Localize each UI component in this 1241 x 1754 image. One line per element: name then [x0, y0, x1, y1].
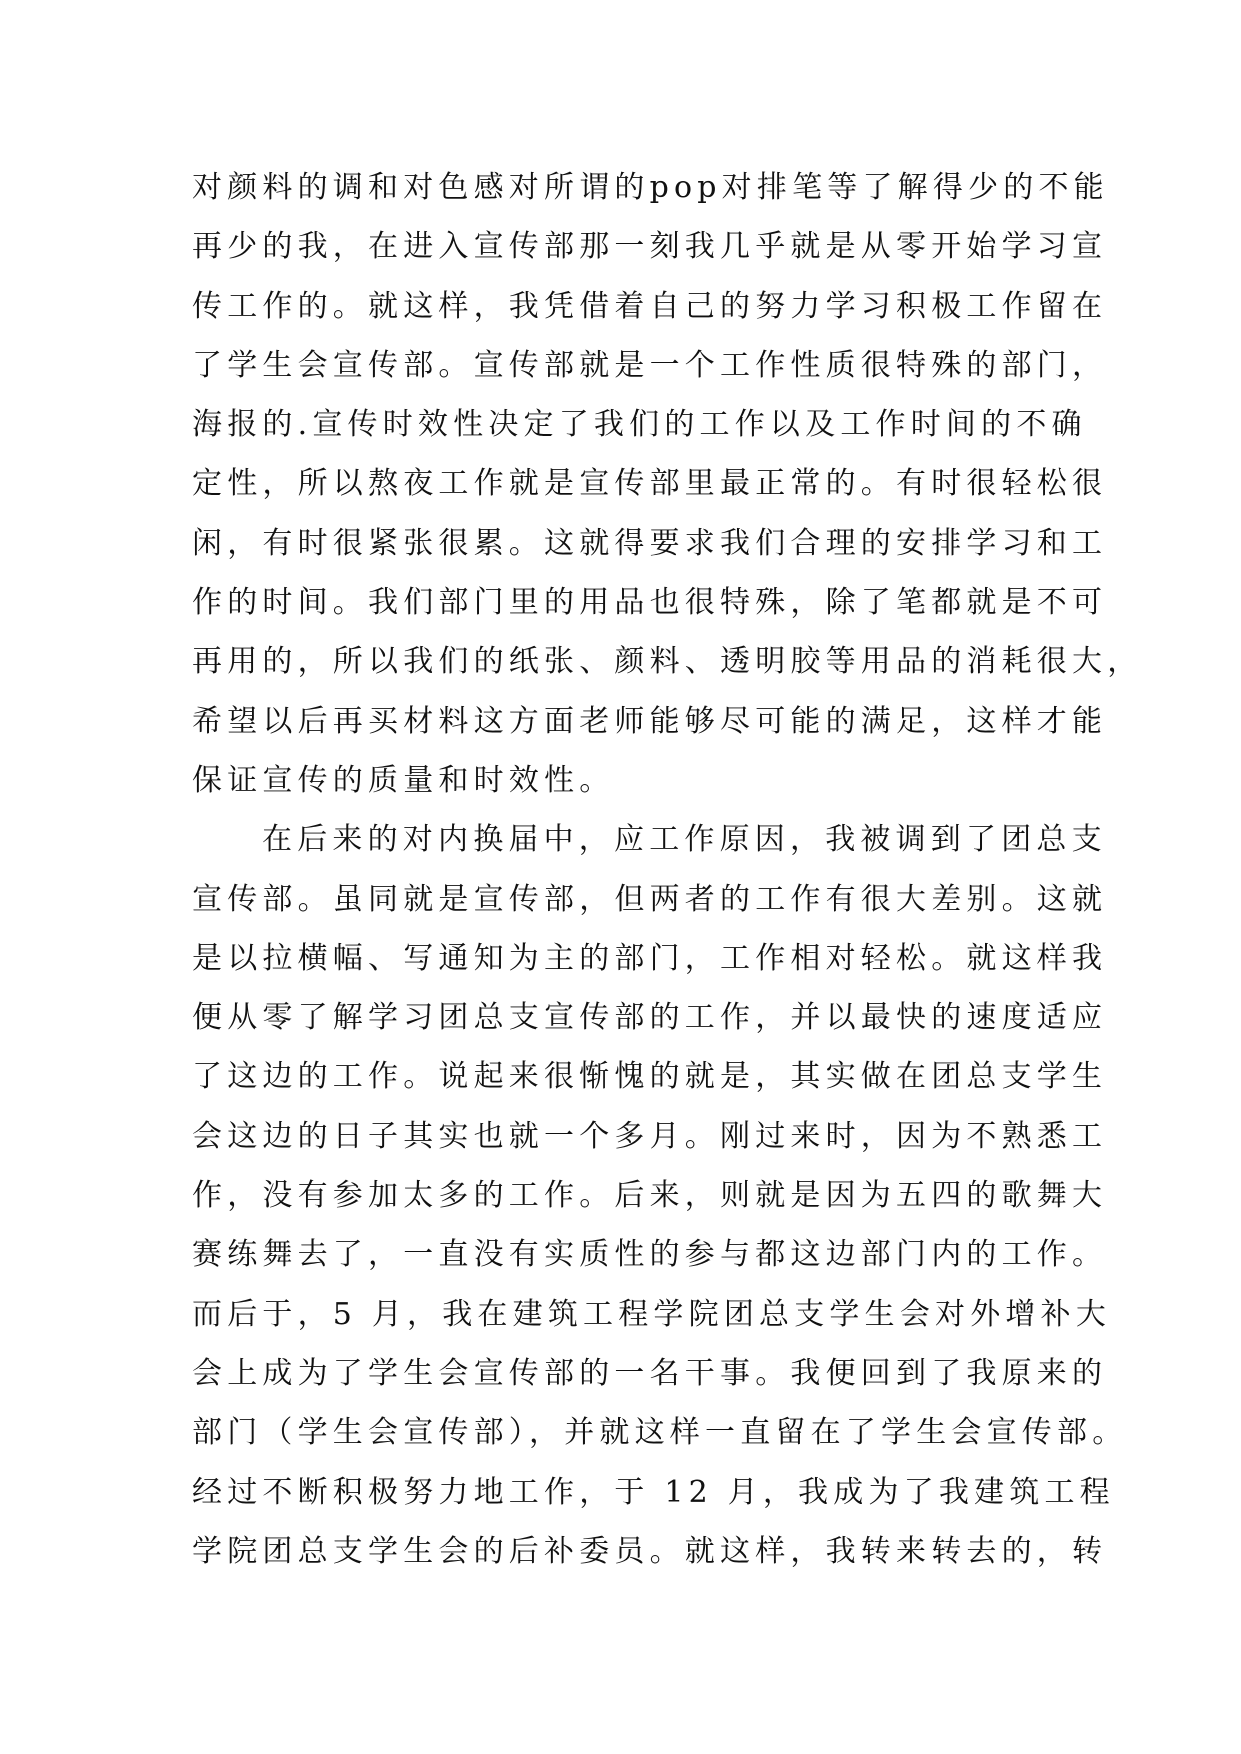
text-line: 经过不断积极努力地工作，于 12 月，我成为了我建筑工程: [192, 1474, 1115, 1510]
text-line: 对颜料的调和对色感对所谓的pop对排笔等了解得少的不能: [192, 170, 1109, 205]
text-line: 了这边的工作。说起来很惭愧的就是，其实做在团总支学生: [192, 1059, 1108, 1095]
text-line: 会这边的日子其实也就一个多月。刚过来时，因为不熟悉工: [192, 1118, 1108, 1154]
text-line: 是以拉横幅、写通知为主的部门，工作相对轻松。就这样我: [192, 940, 1108, 976]
text-line: 会上成为了学生会宣传部的一名干事。我便回到了我原来的: [192, 1355, 1108, 1391]
text-line: 而后于，5 月，我在建筑工程学院团总支学生会对外增补大: [192, 1296, 1112, 1332]
text-line: 保证宣传的质量和时效性。: [192, 762, 615, 798]
text-line: 传工作的。就这样，我凭借着自己的努力学习积极工作留在: [192, 288, 1108, 324]
text-line: 定性，所以熬夜工作就是宣传部里最正常的。有时很轻松很: [192, 466, 1108, 502]
text-line: 学院团总支学生会的后补委员。就这样，我转来转去的，转: [192, 1533, 1108, 1569]
text-line: 宣传部。虽同就是宣传部，但两者的工作有很大差别。这就: [192, 881, 1108, 917]
text-line: 便从零了解学习团总支宣传部的工作，并以最快的速度适应: [192, 1000, 1108, 1036]
text-line: 再少的我，在进入宣传部那一刻我几乎就是从零开始学习宣: [192, 229, 1108, 265]
text-line: 闲，有时很紧张很累。这就得要求我们合理的安排学习和工: [192, 525, 1108, 561]
text-line: 作，没有参加太多的工作。后来，则就是因为五四的歌舞大: [192, 1178, 1108, 1214]
text-line: 希望以后再买材料这方面老师能够尽可能的满足，这样才能: [192, 703, 1108, 739]
text-line: 赛练舞去了，一直没有实质性的参与都这边部门内的工作。: [192, 1237, 1108, 1273]
paragraph-first-line: 在后来的对内换届中，应工作原因，我被调到了团总支: [262, 822, 1107, 858]
text-line: 作的时间。我们部门里的用品也很特殊，除了笔都就是不可: [192, 585, 1108, 621]
text-line: 了学生会宣传部。宣传部就是一个工作性质很特殊的部门，: [192, 347, 1108, 383]
text-line: 海报的.宣传时效性决定了我们的工作以及工作时间的不确: [192, 407, 1087, 443]
text-line: 部门（学生会宣传部），并就这样一直留在了学生会宣传部。: [192, 1415, 1128, 1451]
body-text: [192, 158, 1143, 1581]
text-line: 再用的，所以我们的纸张、颜料、透明胶等用品的消耗很大，: [192, 644, 1143, 680]
